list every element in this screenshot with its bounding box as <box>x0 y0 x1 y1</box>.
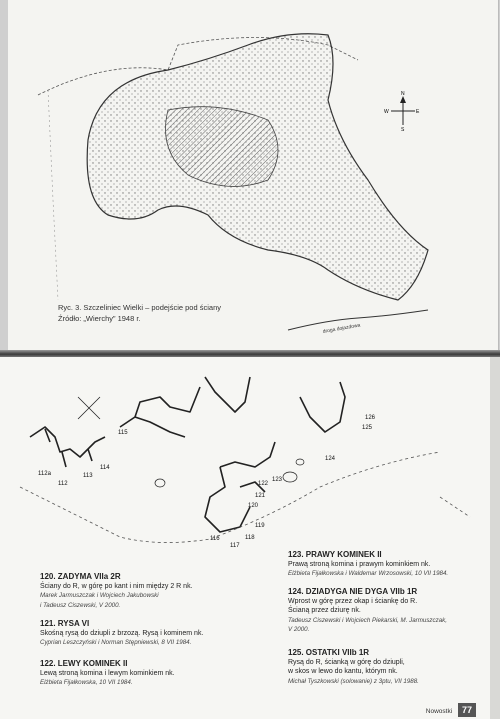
route-label-121: 121 <box>255 493 266 499</box>
route-title: 120. ZADYMA VIIa 2R <box>40 572 121 581</box>
route-title: 125. OSTATKI VIIb 1R <box>288 648 370 657</box>
route-label-117: 117 <box>230 543 240 549</box>
route-label-112: 112 <box>58 481 68 487</box>
route-authors: Cyprian Leszczyński i Norman Stępniewski, 8 VII 1984. <box>40 639 192 646</box>
route-authors: Elżbieta Fijałkowska i Waldemar Wrzosowski, 10 VII 1984. <box>288 570 449 577</box>
route-description: Lewą stroną komina i lewym kominkiem nk. <box>40 669 175 677</box>
route-title: 122. LEWY KOMINEK II <box>40 659 128 668</box>
route-label-114: 114 <box>100 465 110 471</box>
footer-section: Nowostki <box>425 708 453 715</box>
compass-e: E <box>416 109 420 115</box>
szczeliniec-map <box>8 0 498 350</box>
route-125 <box>288 648 478 686</box>
topo-page <box>0 357 490 719</box>
topo-compass-icon <box>78 397 100 419</box>
route-authors: Tadeusz Ciszewski i Wojciech Piekarski, M. Jarmuszczak, <box>288 616 447 624</box>
route-120 <box>40 572 240 610</box>
route-title: 121. RYSA VI <box>40 619 90 628</box>
route-label-112a: 112a <box>38 471 51 477</box>
page-number: 77 <box>458 703 476 717</box>
route-description: Skośną rysą do dziupli z brzozą. Rysą i kominem nk. <box>40 629 204 637</box>
route-authors: i Tadeusz Ciszewski, V 2000. <box>40 601 121 609</box>
map-page <box>8 0 499 350</box>
route-label-115: 115 <box>118 430 128 436</box>
rock-outlines <box>30 377 345 532</box>
route-description: Prawą stroną komina i prawym kominkiem nk. <box>288 560 431 568</box>
compass-n: N <box>401 91 405 97</box>
route-label-118: 118 <box>245 535 255 541</box>
route-description: Wprost w górę przez okap i ściankę do R. <box>288 597 418 605</box>
route-authors: V 2000. <box>288 626 310 633</box>
route-description: Rysą do R, ścianką w górę do dziupli, <box>288 658 405 666</box>
route-123 <box>288 550 478 579</box>
road-label: droga dojazdowa <box>322 322 361 335</box>
route-124 <box>288 587 478 635</box>
route-label-116: 116 <box>210 536 220 542</box>
route-title: 123. PRAWY KOMINEK II <box>288 550 382 559</box>
route-122 <box>40 659 240 688</box>
route-label-124: 124 <box>325 456 336 462</box>
page-edge <box>490 357 500 719</box>
route-description: w skos w lewo do kantu, którym nk. <box>288 668 398 675</box>
route-number-labels <box>38 415 376 549</box>
route-authors: Marek Jarmuszczak i Wojciech Jakubowski <box>40 592 159 599</box>
route-label-126: 126 <box>365 415 376 421</box>
route-label-123: 123 <box>272 477 283 483</box>
route-label-125: 125 <box>362 425 373 431</box>
caption-line1: Ryc. 3. Szczeliniec Wielki – podejście pod ściany <box>58 303 221 312</box>
route-label-113: 113 <box>83 473 93 479</box>
compass-s: S <box>401 127 405 133</box>
route-label-119: 119 <box>255 523 265 529</box>
book-gutter <box>0 350 500 357</box>
route-description: Ścianą przez dziurę nk. <box>288 607 361 614</box>
route-label-122: 122 <box>258 481 269 487</box>
compass-w: W <box>384 109 389 115</box>
page-footer <box>426 703 476 717</box>
route-authors: Elżbieta Fijałkowska, 10 VII 1984. <box>40 679 133 686</box>
compass-icon <box>391 96 415 125</box>
route-121 <box>40 619 240 648</box>
map-caption <box>58 302 221 324</box>
route-label-120: 120 <box>248 503 259 509</box>
route-description: Ściany do R, w górę po kant i nim między 2 R nk. <box>40 582 193 590</box>
route-authors: Michał Tyszkowski (solowanie) z 3ptu, VII 1988. <box>288 677 419 685</box>
caption-line2: Źródło: „Wierchy” 1948 r. <box>58 314 141 323</box>
route-title: 124. DZIADYGA NIE DYGA VIIb 1R <box>288 587 418 596</box>
